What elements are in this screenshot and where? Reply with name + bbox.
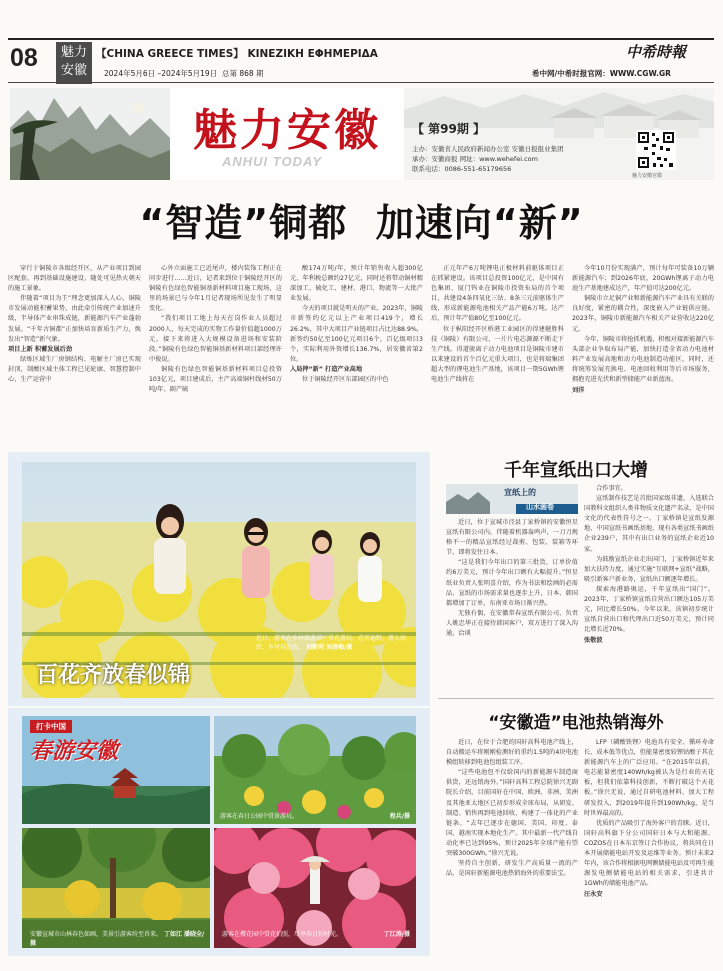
photo-credit: 丁江涛/摄 [383,931,410,938]
section-tag [56,42,92,84]
lead-article-col5 [572,264,714,396]
paragraph: LFP（磷酸铁锂）电池具有安全、循环寿命长、成本低等优点，但能量密度较锂钴酸子其在新能源汽车上的广泛应用。“在2015年以前，电芯能量密度140Wh/kg被认为是行业的天花板，但我们依靠科技创新，不断打破这个天花板。”徐兴无说，通过自研电池材料、加大工程研发投入，到2019年提升到190Wh/kg，是当时世界最高的。 [584,739,714,817]
spring-title: 春游安徽 [30,738,119,764]
paragraph: “我们项目工地上每天在岗作业人员超过2000人，每天完成的实物工作量价值超1000万元，接下来将进入大规模设备进场和安装阶段。”铜陵有色绿色智能铜基新材料项目部经理许中俊说。 [149,315,282,363]
paragraph: 穿行于铜陵市各级经开区，从产业项目到园区配套，再到基础设施建设，随处可见热火朝天的施工景象。 [8,265,141,293]
author-credit: 汪永安 [584,891,603,899]
paragraph: 为鼓励宣纸企业走出国门，丁家桥镇近年来加大扶持力度，通过实施“互联网+宣纸”战略，吸引新客户新业务，宣纸出口额逐年增长。 [584,555,714,583]
lead-article-col2 [149,264,282,395]
paragraph: 铜陵有色绿色智能铜基新材料项目总投资103亿元，项目建成后，主产高端铜杆线材50万吨/年、副产硫 [149,365,282,394]
paper-name-cn: 【CHINA GREECE TIMES】 [96,48,244,60]
blossom-caption: 游客在樱花园中赏花拍照，尽享春日好时光。 丁江涛/摄 [222,931,410,938]
paragraph: 铜陵市立足铜产业和新能源汽车产业具有关联的良好度，紧密的耦合性，深度嵌入产业链供应链。2023年，铜陵市新能源汽车相关产业营收达220亿元。 [572,295,714,333]
photo-credit: 刘勤利 刘清梅/摄 [305,644,353,651]
paragraph: 心外立面施工已近尾声，楼内装饰工程正在同步进行……近日，记者来到位于铜陵经开区的铜陵有色绿色智能铜基新材料项目施工现场，这里的场景已与今年1月记者现场所见发生了明显变化。 [149,265,282,313]
paragraph: 宣纸制作技艺是首批国家级非遗，入选联合国教科文组织人类非物质文化遗产名录，是中国文化的代表性符号之一。丁家桥镇是宣纸发源地、中国宣纸书画纸基地，现有各类宣纸书画纸企业239户，其中有出口业务的宣纸企业近10家。 [584,495,714,553]
sponsor: 主办：安徽省人民政府新闻办公室 安徽日报报业集团 [412,145,564,153]
park-caption: 游客在春日公园中赏景游玩。 程兵/摄 [220,813,410,820]
paragraph: 绿炼区域生厂房钢结构、电解主厂房已实现封顶，制酸区域主体工程已见轮廓，智慧控制中心、生产运营中 [8,355,141,384]
paragraph: 近日，位于宣城市泾县丁家桥镇的安徽恒星宣纸有限公司内，伴随着机器轰鸣声，一刀刀规格不一的精品宣纸经过裁剪、包装、装箱等环节，即将发往日本。 [446,519,578,557]
battery-article-col2 [584,738,714,901]
feature-big-caption: 百花齐放春似锦 [36,663,191,688]
inset-label1: 宣纸上的 [504,488,536,497]
paragraph: 近日，在位于合肥的国轩高科电池产线上，自动搬运车将刚刚检测好的重约1.5吨的4块电池模组转移到电池包组装工序。 [446,739,578,767]
paper-name-gr: ΚΙΝΕΖΙΚΗ ΕΦΗΜΕΡΙΔΑ [247,48,378,60]
paragraph: 探索海港路奥运，千年宣纸出“国门”。2023年，丁家桥镇宣纸自营出口额达105万美元，同比增长50%。今年以来，该镇初步统计宣纸自营出口和代理出口近50万美元，预计同比增长近70%。 [584,585,714,634]
paragraph: 位于枞阳经开区桥港工业园区的得建健胜科技（铜陵）有限公司，一片片电芯源源不断走下生产线。得道骏离子动力电池项目是铜陵市建市以来建设的首个百亿元重大项目，也是将瑞集团超大型的锂电池生产基地，该项目一期5GWh锂电池生产线将在 [431,325,564,384]
spring-box [8,708,430,956]
inset-label2: 山水画卷 [526,503,554,511]
mountain-photo [10,88,170,180]
paragraph: 合作事宜。 [596,485,627,492]
author-credit: 刘洋 [572,387,585,395]
photo-credit: 丁如江 潘晓全/摄 [30,931,205,947]
spring-tag: 打卡中国 [30,720,72,733]
paragraph: “这是我们今年出口的第三批货，订单价值约6万美元，预计今年出口额有大幅提升。”恒星纸业负责人张明喜介绍，作为书法和绘画的必需品，宣纸的市场需求量也逐步上升，日本、韩国都增加了订单，东南亚市场日渐兴热。 [446,559,578,607]
paragraph: 今天的项目就是明天的产业。2023年，铜陵市新签约亿元以上产业项目419个，增长26.2%，其中大项目产业链项目占比达88.9%，新签约50亿至100亿元项目6个，百亿级项目3个，实际利用外资增长136.7%，居安徽省第2位。 [290,305,423,363]
qr-caption: 魅力安徽官微 [632,173,663,179]
paragraph: 正元年产6万吨锂电正极材料前驱体项目正在抓紧建设。该项目总投资100亿元，是中国有色集团、厦门钨业在铜陵市投资布局的首个项目，共建设4条四氧化三钴、8条三元前驱体生产线，形成新能源电池相关产品产能6万吨。达产后，预计年产值80亿至100亿元。 [431,265,564,323]
photo-credit: 程兵/摄 [389,813,410,820]
banner-title: 魅力安徽 [193,105,381,156]
organizer: 承办：安徽商报 网址：www.wehefei.com [412,155,538,163]
paragraph: 今年，铜陵市将抢抓机遇，积极对接新能源汽车头部企业争取布局产能，加快打造全省动力电池材料产业发展高地和动力电池制造功能区，同时，还将统筹发展充换电、电池回收利用等后市场服务，拥抱充进光伏和新型储能产业新蓝海。 [572,335,714,384]
site-link[interactable]: 希中网/中希时报官网：WWW.CGW.GR [532,69,671,78]
paragraph: 今年10月份实现满产，预计每年可装备10万辆新能源汽车；到2026年底，20GWh锂离子动力电池生产基地建成达产，年产值可达200亿元。 [572,265,714,293]
qr-code[interactable] [636,130,676,170]
lead-article-col1 [8,264,141,385]
issue-dates: 2024年5月6日 –2024年5月19日 [104,69,218,78]
lead-article-col3 [290,264,423,385]
paragraph: 酸174万吨/年，预计年销售收入超300亿元、年利税总额约27亿元，同时还将带动铜材精深加工、硫化工、建材、港口、物流等一大批产业发展。 [290,265,423,303]
total-issue: 总第 868 期 [221,69,264,78]
paragraph: “这些电池包不仅给国内的新能源车制造商供货，还远销海外。”国轩高科工程总院徐兴无副院长介绍，目前国轩在中国、欧洲、非洲、美洲及其他亚太地区已初步形成全球布局，从研发、制造、销售再到电池回收，构建了一体化的产业链条。“去年已逐步在德国、美国、印度、泰国、越南实现本地化生产。其中最新一代产线自动化率已达到95%，预计2025年全球产能有望突破300GWh。”徐兴无说。 [446,769,578,858]
battery-article-title: “安徽造”电池热销海外 [488,713,664,733]
issue-label: 【 第99期 】 [412,122,486,136]
masthead-logo: 中希時報 [626,43,687,61]
photo-feature [8,452,430,706]
paragraph: 优质的产品吸引了海外客户的青睐。近日，国轩高科旗下分公司国轩日本与大和能源、COZOS在日本东京签订合作协议，将共同在日本开展储能电站开发及运维等业务。预计未来2年内，该合作将根据电网侧储能电站及可再生能源发电侧储能电站的相关需求，引进共计1GWh的储能电池产品。 [584,819,714,888]
page-number: 08 [10,44,38,72]
paragraph: 无独有偶，在安徽常春宣纸有限公司，负责人姚忠华正在接待韩国客户，双方进行了深入沟通，洽谈 [446,609,578,638]
masthead [8,38,714,84]
subheading: 项目上新 积蓄发展后劲 [8,345,73,353]
main-headline: “智造”铜都 加速向“新” [139,201,584,245]
lead-article-col4 [431,264,564,385]
paper-inset [446,484,578,514]
section-tag-line1: 魅力 [60,45,87,60]
section-tag-line2: 安徽 [60,63,87,78]
subheading: 入局押“新” 打造产业高地 [290,365,363,373]
park-photo [214,716,416,824]
paragraph: 坚持自主创新，研发生产高质量一流的产品，是国轩新能源电池热销海外的重要法宝。 [446,860,578,878]
paper-article-col1 [446,518,578,639]
paper-article-title: 千年宣纸出口大增 [504,460,648,481]
paragraph: 位于铜陵经开区东部园区的中色 [302,376,389,384]
banner [10,88,714,180]
battery-article-col1 [446,738,578,879]
paper-article-col2 [584,484,714,647]
contact-phone: 联系电话：0086-551-65179656 [412,165,512,173]
forest-caption: 安徽宣城市山林春色如画，美景引游客纷至沓来。 丁如江 潘晓全/摄 [30,931,205,947]
author-credit: 张敬波 [584,637,603,645]
banner-subtitle: ANHUI TODAY [222,154,323,169]
paragraph: 伴随着“项目为王”理念更加深入人心，铜陵市发展动能积蓄果势，由此牵引传统产业加速升级，半导体产业串珠成链，新能源汽车产业蓬勃发展。“千年古铜都”正加快培育新质生产力，焕发出“智造”新气象。 [8,295,141,343]
feature-small-caption: 近日，游客在乡村旅游景区赏花游玩。花开遍野，游人如织，乡村春意浓。 刘勤利 刘清梅/摄 [256,635,407,651]
